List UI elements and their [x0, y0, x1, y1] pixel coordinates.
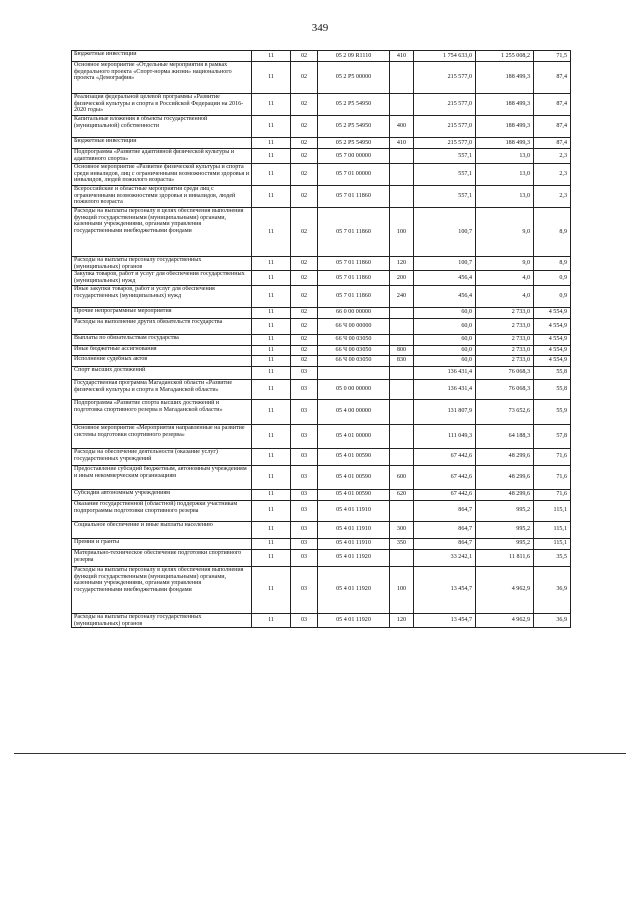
row-subsection: 02 — [291, 271, 318, 285]
table-row — [72, 186, 571, 208]
row-subsection: 02 — [291, 186, 318, 208]
row-name: Основное мероприятие «Развитие физической культуры и спорта среди инвалидов, лиц с ограниченными возможностями здоровья и инвалидов, людей пожилого возраста» — [72, 164, 252, 186]
row-percent: 71,6 — [534, 448, 571, 465]
row-planned: 33 242,1 — [414, 549, 476, 566]
row-executed: 4 962,9 — [476, 613, 534, 627]
row-expense-type: 120 — [390, 613, 414, 627]
row-name: Расходы на выплаты персоналу в целях обеспечения выполнения функций государственными (муниципальными) органами, казенными учреждениями, органами управления государственными внебюджетными фондами — [72, 208, 252, 257]
row-planned: 60,0 — [414, 307, 476, 318]
row-planned: 100,7 — [414, 208, 476, 257]
row-executed: 4,0 — [476, 271, 534, 285]
row-percent: 4 554,9 — [534, 345, 571, 355]
row-expense-type — [390, 500, 414, 521]
row-target-code: 05 4 01 00590 — [318, 489, 390, 500]
row-subsection: 02 — [291, 164, 318, 186]
row-name: Реализация федеральной целевой программы «Развитие физической культуры и спорта в Российской Федерации на 2016-2020 годы» — [72, 94, 252, 116]
row-executed: 1 255 008,2 — [476, 51, 534, 62]
table-row — [72, 271, 571, 285]
table-row — [72, 318, 571, 334]
row-target-code: 66 Ч 00 03050 — [318, 355, 390, 366]
row-section: 11 — [252, 94, 291, 116]
row-target-code: 05 2 P5 54950 — [318, 94, 390, 116]
row-subsection: 02 — [291, 334, 318, 345]
row-planned: 67 442,6 — [414, 489, 476, 500]
row-target-code: 05 4 01 11920 — [318, 613, 390, 627]
row-subsection: 02 — [291, 285, 318, 307]
table-row — [72, 538, 571, 549]
row-section: 11 — [252, 379, 291, 399]
row-target-code — [318, 366, 390, 379]
row-name: Иные закупки товаров, работ и услуг для обеспечения государственных (муниципальных) нужд — [72, 285, 252, 307]
row-section: 11 — [252, 355, 291, 366]
row-subsection: 02 — [291, 307, 318, 318]
row-section: 11 — [252, 345, 291, 355]
row-target-code: 66 Ч 00 03050 — [318, 345, 390, 355]
table-row — [72, 116, 571, 138]
row-target-code: 05 4 00 00000 — [318, 399, 390, 424]
table-row — [72, 549, 571, 566]
row-name: Расходы на выплаты персоналу в целях обеспечения выполнения функций государственными (муниципальными) органами, казенными учреждениями, органами управления государственными внебюджетными фондами — [72, 566, 252, 613]
row-name: Основное мероприятие «Отдельные мероприятия в рамках федерального проекта «Спорт-норма жизни» национального проекта «Демография» — [72, 62, 252, 94]
table-row — [72, 521, 571, 538]
row-planned: 13 454,7 — [414, 566, 476, 613]
row-expense-type — [390, 379, 414, 399]
row-target-code: 05 4 01 00000 — [318, 424, 390, 448]
row-planned: 864,7 — [414, 521, 476, 538]
row-subsection: 03 — [291, 366, 318, 379]
row-section: 11 — [252, 318, 291, 334]
row-executed: 13,0 — [476, 149, 534, 164]
row-name: Субсидии автономным учреждениям — [72, 489, 252, 500]
row-percent: 2,3 — [534, 149, 571, 164]
row-planned: 60,0 — [414, 334, 476, 345]
row-target-code: 66 0 00 00000 — [318, 307, 390, 318]
row-name: Расходы на обеспечение деятельности (оказание услуг) государственных учреждений — [72, 448, 252, 465]
row-name: Расходы на выполнение других обязательств государства — [72, 318, 252, 334]
table-row — [72, 334, 571, 345]
row-expense-type: 240 — [390, 285, 414, 307]
row-executed: 13,0 — [476, 164, 534, 186]
table-row — [72, 448, 571, 465]
row-target-code: 05 7 01 00000 — [318, 164, 390, 186]
row-name: Бюджетные инвестиции — [72, 138, 252, 149]
row-executed: 76 068,3 — [476, 379, 534, 399]
budget-table-wrapper — [71, 50, 571, 628]
table-row — [72, 257, 571, 271]
row-expense-type: 410 — [390, 138, 414, 149]
row-subsection: 02 — [291, 149, 318, 164]
row-planned: 456,4 — [414, 285, 476, 307]
row-planned: 60,0 — [414, 318, 476, 334]
row-percent: 35,5 — [534, 549, 571, 566]
row-expense-type — [390, 366, 414, 379]
row-executed: 48 299,6 — [476, 465, 534, 489]
row-executed: 76 068,3 — [476, 366, 534, 379]
row-target-code: 05 4 01 11920 — [318, 549, 390, 566]
row-percent: 87,4 — [534, 138, 571, 149]
row-target-code: 05 2 P5 54950 — [318, 138, 390, 149]
row-name: Подпрограмма «Развитие адаптивной физической культуры и адаптивного спорта» — [72, 149, 252, 164]
row-expense-type — [390, 399, 414, 424]
table-row — [72, 366, 571, 379]
table-row — [72, 489, 571, 500]
row-percent: 4 554,9 — [534, 318, 571, 334]
row-section: 11 — [252, 366, 291, 379]
row-section: 11 — [252, 164, 291, 186]
row-subsection: 02 — [291, 318, 318, 334]
row-planned: 67 442,6 — [414, 465, 476, 489]
row-executed: 2 733,0 — [476, 307, 534, 318]
row-subsection: 03 — [291, 489, 318, 500]
row-percent: 8,9 — [534, 257, 571, 271]
row-expense-type — [390, 149, 414, 164]
row-executed: 11 811,6 — [476, 549, 534, 566]
row-executed: 188 499,3 — [476, 94, 534, 116]
row-executed: 9,0 — [476, 257, 534, 271]
row-percent: 55,8 — [534, 366, 571, 379]
row-name: Предоставление субсидий бюджетным, автономным учреждениям и иным некоммерческим организациям — [72, 465, 252, 489]
row-planned: 111 049,3 — [414, 424, 476, 448]
row-subsection: 03 — [291, 465, 318, 489]
row-expense-type: 620 — [390, 489, 414, 500]
row-section: 11 — [252, 51, 291, 62]
table-row — [72, 345, 571, 355]
row-expense-type — [390, 94, 414, 116]
row-planned: 1 754 633,0 — [414, 51, 476, 62]
row-subsection: 03 — [291, 379, 318, 399]
row-planned: 215 577,0 — [414, 116, 476, 138]
row-subsection: 02 — [291, 345, 318, 355]
row-executed: 48 299,6 — [476, 448, 534, 465]
row-executed: 4,0 — [476, 285, 534, 307]
row-name: Премии и гранты — [72, 538, 252, 549]
row-expense-type: 830 — [390, 355, 414, 366]
page-number: 349 — [311, 22, 329, 34]
row-percent: 115,1 — [534, 500, 571, 521]
row-executed: 2 733,0 — [476, 318, 534, 334]
row-expense-type — [390, 164, 414, 186]
table-row — [72, 149, 571, 164]
row-subsection: 03 — [291, 538, 318, 549]
row-name: Оказание государственной (областной) поддержки участникам подпрограммы подготовки спортивного резерва — [72, 500, 252, 521]
row-percent: 87,4 — [534, 116, 571, 138]
row-section: 11 — [252, 465, 291, 489]
row-expense-type: 120 — [390, 257, 414, 271]
row-percent: 115,1 — [534, 538, 571, 549]
row-planned: 136 431,4 — [414, 366, 476, 379]
row-executed: 995,2 — [476, 500, 534, 521]
row-percent: 4 554,9 — [534, 307, 571, 318]
table-row — [72, 355, 571, 366]
row-percent: 2,3 — [534, 164, 571, 186]
row-planned: 136 431,4 — [414, 379, 476, 399]
row-subsection: 02 — [291, 116, 318, 138]
row-planned: 215 577,0 — [414, 62, 476, 94]
row-name: Спорт высших достижений — [72, 366, 252, 379]
bottom-divider — [14, 753, 626, 754]
row-subsection: 03 — [291, 613, 318, 627]
row-target-code: 05 4 01 11910 — [318, 538, 390, 549]
row-planned: 67 442,6 — [414, 448, 476, 465]
row-section: 11 — [252, 424, 291, 448]
row-section: 11 — [252, 208, 291, 257]
row-percent: 4 554,9 — [534, 334, 571, 345]
table-row — [72, 500, 571, 521]
row-name: Расходы на выплаты персоналу государственных (муниципальных) органов — [72, 613, 252, 627]
row-section: 11 — [252, 538, 291, 549]
table-row — [72, 465, 571, 489]
row-planned: 456,4 — [414, 271, 476, 285]
row-section: 11 — [252, 399, 291, 424]
row-section: 11 — [252, 566, 291, 613]
row-percent: 55,9 — [534, 399, 571, 424]
row-executed: 2 733,0 — [476, 355, 534, 366]
row-expense-type: 100 — [390, 208, 414, 257]
row-name: Выплаты по обязательствам государства — [72, 334, 252, 345]
row-executed: 995,2 — [476, 521, 534, 538]
row-subsection: 02 — [291, 62, 318, 94]
row-name: Государственная программа Магаданской области «Развитие физической культуры и спорта в Магаданской области» — [72, 379, 252, 399]
row-target-code: 05 4 01 11910 — [318, 521, 390, 538]
row-executed: 2 733,0 — [476, 345, 534, 355]
row-target-code: 05 2 P5 54950 — [318, 116, 390, 138]
row-planned: 100,7 — [414, 257, 476, 271]
row-section: 11 — [252, 271, 291, 285]
row-section: 11 — [252, 62, 291, 94]
row-executed: 188 499,3 — [476, 62, 534, 94]
row-expense-type: 300 — [390, 521, 414, 538]
row-target-code: 05 2 09 R1110 — [318, 51, 390, 62]
row-section: 11 — [252, 613, 291, 627]
row-target-code: 66 Ч 00 03050 — [318, 334, 390, 345]
table-row — [72, 51, 571, 62]
row-executed: 4 962,9 — [476, 566, 534, 613]
row-expense-type — [390, 307, 414, 318]
table-row — [72, 379, 571, 399]
row-executed: 2 733,0 — [476, 334, 534, 345]
row-name: Прочие непрограммные мероприятия — [72, 307, 252, 318]
row-planned: 60,0 — [414, 345, 476, 355]
row-planned: 215 577,0 — [414, 94, 476, 116]
table-row — [72, 94, 571, 116]
row-percent: 115,1 — [534, 521, 571, 538]
row-subsection: 03 — [291, 549, 318, 566]
row-planned: 557,1 — [414, 164, 476, 186]
row-section: 11 — [252, 448, 291, 465]
row-target-code: 05 4 01 00590 — [318, 448, 390, 465]
row-target-code: 05 4 01 11920 — [318, 566, 390, 613]
row-section: 11 — [252, 138, 291, 149]
table-row — [72, 424, 571, 448]
row-subsection: 02 — [291, 208, 318, 257]
row-target-code: 05 7 00 00000 — [318, 149, 390, 164]
row-section: 11 — [252, 500, 291, 521]
row-name: Закупка товаров, работ и услуг для обеспечения государственных (муниципальных) нужд — [72, 271, 252, 285]
row-percent: 71,6 — [534, 465, 571, 489]
row-percent: 55,8 — [534, 379, 571, 399]
row-expense-type — [390, 186, 414, 208]
row-section: 11 — [252, 257, 291, 271]
row-executed: 13,0 — [476, 186, 534, 208]
row-subsection: 02 — [291, 355, 318, 366]
budget-table — [71, 50, 571, 628]
row-subsection: 03 — [291, 448, 318, 465]
row-executed: 64 188,3 — [476, 424, 534, 448]
row-target-code: 05 7 01 11860 — [318, 285, 390, 307]
row-section: 11 — [252, 307, 291, 318]
row-target-code: 05 4 01 00590 — [318, 465, 390, 489]
row-expense-type — [390, 424, 414, 448]
row-percent: 87,4 — [534, 94, 571, 116]
row-section: 11 — [252, 116, 291, 138]
row-name: Всероссийские и областные мероприятия среди лиц с ограниченными возможностями здоровья и инвалидов, людей пожилого возраста — [72, 186, 252, 208]
row-target-code: 05 4 01 11910 — [318, 500, 390, 521]
row-name: Расходы на выплаты персоналу государственных (муниципальных) органов — [72, 257, 252, 271]
row-percent: 2,3 — [534, 186, 571, 208]
table-row — [72, 613, 571, 627]
row-executed: 995,2 — [476, 538, 534, 549]
row-expense-type — [390, 62, 414, 94]
table-row — [72, 285, 571, 307]
table-row — [72, 164, 571, 186]
row-planned: 131 807,9 — [414, 399, 476, 424]
table-row — [72, 566, 571, 613]
row-subsection: 03 — [291, 521, 318, 538]
row-subsection: 03 — [291, 500, 318, 521]
row-section: 11 — [252, 285, 291, 307]
row-expense-type — [390, 549, 414, 566]
row-percent: 71,5 — [534, 51, 571, 62]
row-expense-type — [390, 448, 414, 465]
row-name: Основное мероприятие «Мероприятия направленные на развитие системы подготовки спортивного резерва» — [72, 424, 252, 448]
row-section: 11 — [252, 489, 291, 500]
row-target-code: 05 7 01 11860 — [318, 257, 390, 271]
row-target-code: 05 2 P5 00000 — [318, 62, 390, 94]
row-section: 11 — [252, 186, 291, 208]
row-planned: 557,1 — [414, 186, 476, 208]
row-expense-type: 800 — [390, 345, 414, 355]
table-row — [72, 208, 571, 257]
row-percent: 36,9 — [534, 613, 571, 627]
row-executed: 188 499,3 — [476, 116, 534, 138]
row-target-code: 05 0 00 00000 — [318, 379, 390, 399]
row-section: 11 — [252, 549, 291, 566]
row-expense-type: 350 — [390, 538, 414, 549]
row-target-code: 05 7 01 11860 — [318, 271, 390, 285]
row-percent: 36,9 — [534, 566, 571, 613]
row-subsection: 03 — [291, 566, 318, 613]
row-expense-type: 100 — [390, 566, 414, 613]
row-expense-type: 200 — [390, 271, 414, 285]
row-planned: 864,7 — [414, 538, 476, 549]
row-subsection: 03 — [291, 424, 318, 448]
table-row — [72, 399, 571, 424]
row-percent: 0,9 — [534, 271, 571, 285]
row-percent: 71,6 — [534, 489, 571, 500]
row-subsection: 02 — [291, 51, 318, 62]
row-executed: 48 299,6 — [476, 489, 534, 500]
row-planned: 864,7 — [414, 500, 476, 521]
row-name: Исполнение судебных актов — [72, 355, 252, 366]
row-planned: 60,0 — [414, 355, 476, 366]
table-row — [72, 307, 571, 318]
row-executed: 188 499,3 — [476, 138, 534, 149]
row-name: Материально-техническое обеспечение подготовки спортивного резерва — [72, 549, 252, 566]
row-subsection: 02 — [291, 257, 318, 271]
row-planned: 215 577,0 — [414, 138, 476, 149]
row-expense-type: 600 — [390, 465, 414, 489]
row-expense-type: 410 — [390, 51, 414, 62]
table-row — [72, 62, 571, 94]
row-section: 11 — [252, 334, 291, 345]
row-subsection: 02 — [291, 94, 318, 116]
row-percent: 87,4 — [534, 62, 571, 94]
row-name: Бюджетные инвестиции — [72, 51, 252, 62]
row-name: Социальное обеспечение и иные выплаты населению — [72, 521, 252, 538]
row-expense-type — [390, 318, 414, 334]
row-name: Подпрограмма «Развитие спорта высших достижений и подготовка спортивного резерва в Магаданской области» — [72, 399, 252, 424]
row-percent: 4 554,9 — [534, 355, 571, 366]
row-expense-type — [390, 334, 414, 345]
row-planned: 557,1 — [414, 149, 476, 164]
row-name: Капитальные вложения в объекты государственной (муниципальной) собственности — [72, 116, 252, 138]
row-expense-type: 400 — [390, 116, 414, 138]
row-executed: 73 652,6 — [476, 399, 534, 424]
row-subsection: 02 — [291, 138, 318, 149]
row-subsection: 03 — [291, 399, 318, 424]
row-target-code: 05 7 01 11860 — [318, 208, 390, 257]
row-section: 11 — [252, 521, 291, 538]
table-row — [72, 138, 571, 149]
row-target-code: 66 Ч 00 00000 — [318, 318, 390, 334]
row-target-code: 05 7 01 11860 — [318, 186, 390, 208]
row-name: Иные бюджетные ассигнования — [72, 345, 252, 355]
row-section: 11 — [252, 149, 291, 164]
row-percent: 0,9 — [534, 285, 571, 307]
budget-table-body — [72, 51, 571, 628]
row-percent: 8,9 — [534, 208, 571, 257]
row-planned: 13 454,7 — [414, 613, 476, 627]
row-executed: 9,0 — [476, 208, 534, 257]
row-percent: 57,8 — [534, 424, 571, 448]
